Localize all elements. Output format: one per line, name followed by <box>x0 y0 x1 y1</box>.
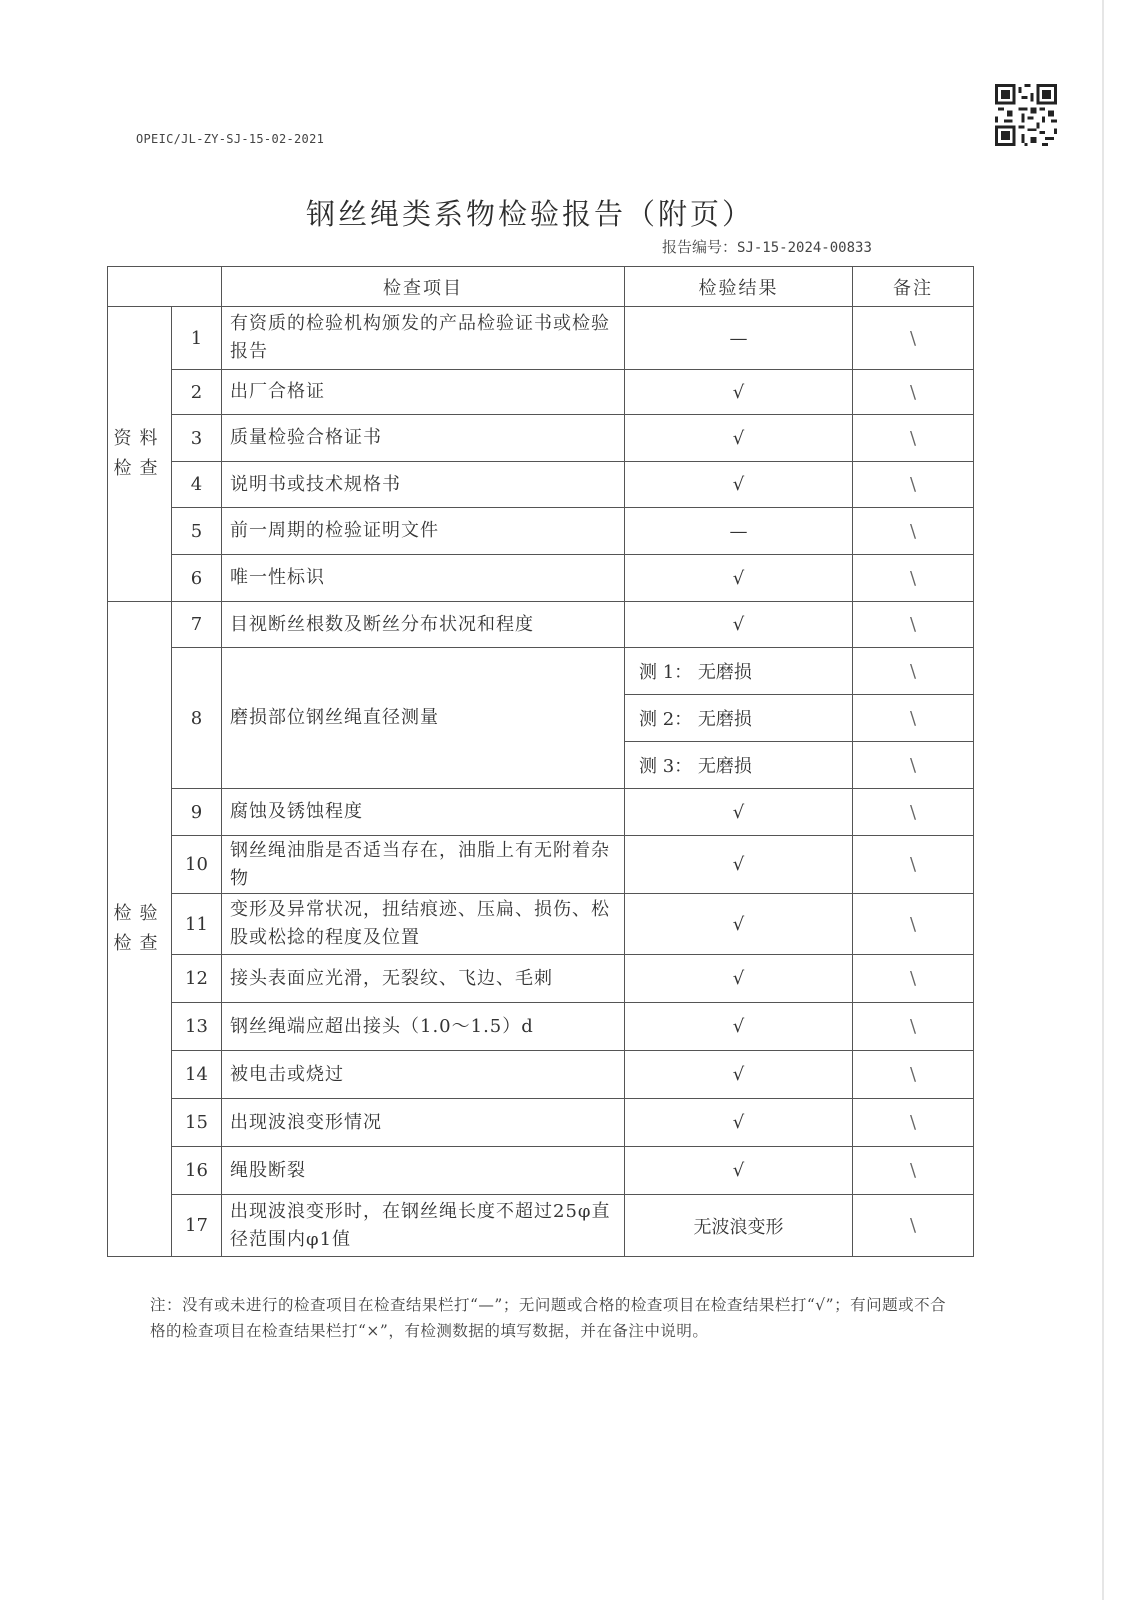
row-item: 出厂合格证 <box>222 370 625 415</box>
row-number: 10 <box>172 836 222 894</box>
row-result: 无波浪变形 <box>625 1195 853 1257</box>
row-item: 接头表面应光滑，无裂纹、飞边、毛刺 <box>222 955 625 1003</box>
table-header-row <box>108 267 974 307</box>
report-number-label: 报告编号： <box>662 238 738 256</box>
header-note: 备注 <box>853 267 974 307</box>
row-note: \ <box>853 955 974 1003</box>
row-item: 前一周期的检验证明文件 <box>222 508 625 555</box>
row-number: 5 <box>172 508 222 555</box>
row-item: 绳股断裂 <box>222 1147 625 1195</box>
row-note: \ <box>853 894 974 955</box>
row-result: √ <box>625 894 853 955</box>
table-row <box>108 1003 974 1051</box>
row-number: 4 <box>172 462 222 508</box>
row-note: \ <box>853 836 974 894</box>
row-note: \ <box>853 648 974 695</box>
row-note: \ <box>853 462 974 508</box>
row-number: 7 <box>172 602 222 648</box>
row-result: — <box>625 307 853 370</box>
page-edge-line <box>1102 0 1104 1600</box>
row-result: √ <box>625 1147 853 1195</box>
table-row <box>108 555 974 602</box>
row-number: 3 <box>172 415 222 462</box>
row-number: 9 <box>172 789 222 836</box>
row-result: √ <box>625 602 853 648</box>
row-number: 14 <box>172 1051 222 1099</box>
row-number: 15 <box>172 1099 222 1147</box>
row-item: 唯一性标识 <box>222 555 625 602</box>
report-number-value: SJ-15-2024-00833 <box>737 240 872 256</box>
document-code: OPEIC/JL-ZY-SJ-15-02-2021 <box>136 132 325 146</box>
inspection-table <box>107 266 974 1257</box>
row-note: \ <box>853 1099 974 1147</box>
row-result: √ <box>625 462 853 508</box>
row-result: √ <box>625 555 853 602</box>
row-number: 17 <box>172 1195 222 1257</box>
row-note: \ <box>853 1003 974 1051</box>
table-row <box>108 370 974 415</box>
table-row <box>108 462 974 508</box>
row-note: \ <box>853 1051 974 1099</box>
row-result: 测 1： 无磨损 <box>625 648 853 695</box>
table-row <box>108 1099 974 1147</box>
row-item: 有资质的检验机构颁发的产品检验证书或检验报告 <box>222 307 625 370</box>
row-item: 质量检验合格证书 <box>222 415 625 462</box>
row-result: √ <box>625 955 853 1003</box>
row-number: 16 <box>172 1147 222 1195</box>
row-result: — <box>625 508 853 555</box>
table-row <box>108 415 974 462</box>
table-row <box>108 836 974 894</box>
row-number: 2 <box>172 370 222 415</box>
qr-code <box>995 84 1057 146</box>
row-note: \ <box>853 602 974 648</box>
row-result: 测 3： 无磨损 <box>625 742 853 789</box>
row-number: 8 <box>172 648 222 789</box>
row-note: \ <box>853 415 974 462</box>
row-note: \ <box>853 555 974 602</box>
table-row <box>108 1051 974 1099</box>
row-note: \ <box>853 370 974 415</box>
row-number: 11 <box>172 894 222 955</box>
row-item: 被电击或烧过 <box>222 1051 625 1099</box>
row-item: 钢丝绳端应超出接头（1.0～1.5）d <box>222 1003 625 1051</box>
row-item: 说明书或技术规格书 <box>222 462 625 508</box>
footnote: 注：没有或未进行的检查项目在检查结果栏打“—”；无问题或合格的检查项目在检查结果栏打“√”；有问题或不合格的检查项目在检查结果栏打“×”，有检测数据的填写数据，并在备注中说明。 <box>150 1296 947 1340</box>
row-result: √ <box>625 789 853 836</box>
header-item: 检查项目 <box>222 267 625 307</box>
table-row <box>108 1195 974 1257</box>
row-result: √ <box>625 1099 853 1147</box>
row-result: √ <box>625 1051 853 1099</box>
row-note: \ <box>853 695 974 742</box>
row-result: √ <box>625 370 853 415</box>
row-item: 腐蚀及锈蚀程度 <box>222 789 625 836</box>
row-result: √ <box>625 415 853 462</box>
header-result: 检验结果 <box>625 267 853 307</box>
table-row <box>108 307 974 370</box>
table-row <box>108 648 974 695</box>
group-docs: 资料检查 <box>108 307 172 602</box>
report-title: 钢丝绳类系物检验报告（附页） <box>305 197 754 231</box>
row-note: \ <box>853 1195 974 1257</box>
row-note: \ <box>853 1147 974 1195</box>
table-row <box>108 508 974 555</box>
row-note: \ <box>853 307 974 370</box>
row-number: 1 <box>172 307 222 370</box>
row-item: 钢丝绳油脂是否适当存在，油脂上有无附着杂物 <box>222 836 625 894</box>
row-result: √ <box>625 1003 853 1051</box>
row-number: 6 <box>172 555 222 602</box>
row-note: \ <box>853 508 974 555</box>
header-blank <box>108 267 222 307</box>
table-row <box>108 789 974 836</box>
row-note: \ <box>853 789 974 836</box>
row-note: \ <box>853 742 974 789</box>
report-number <box>662 236 872 257</box>
group-inspect: 检验检查 <box>108 602 172 1257</box>
table-row <box>108 894 974 955</box>
row-number: 12 <box>172 955 222 1003</box>
table-row <box>108 602 974 648</box>
row-item: 磨损部位钢丝绳直径测量 <box>222 648 625 789</box>
row-result: 测 2： 无磨损 <box>625 695 853 742</box>
table-row <box>108 1147 974 1195</box>
row-item: 出现波浪变形情况 <box>222 1099 625 1147</box>
row-item: 出现波浪变形时，在钢丝绳长度不超过25φ直径范围内φ1值 <box>222 1195 625 1257</box>
table-row <box>108 955 974 1003</box>
row-number: 13 <box>172 1003 222 1051</box>
row-result: √ <box>625 836 853 894</box>
row-item: 变形及异常状况，扭结痕迹、压扁、损伤、松股或松捻的程度及位置 <box>222 894 625 955</box>
row-item: 目视断丝根数及断丝分布状况和程度 <box>222 602 625 648</box>
